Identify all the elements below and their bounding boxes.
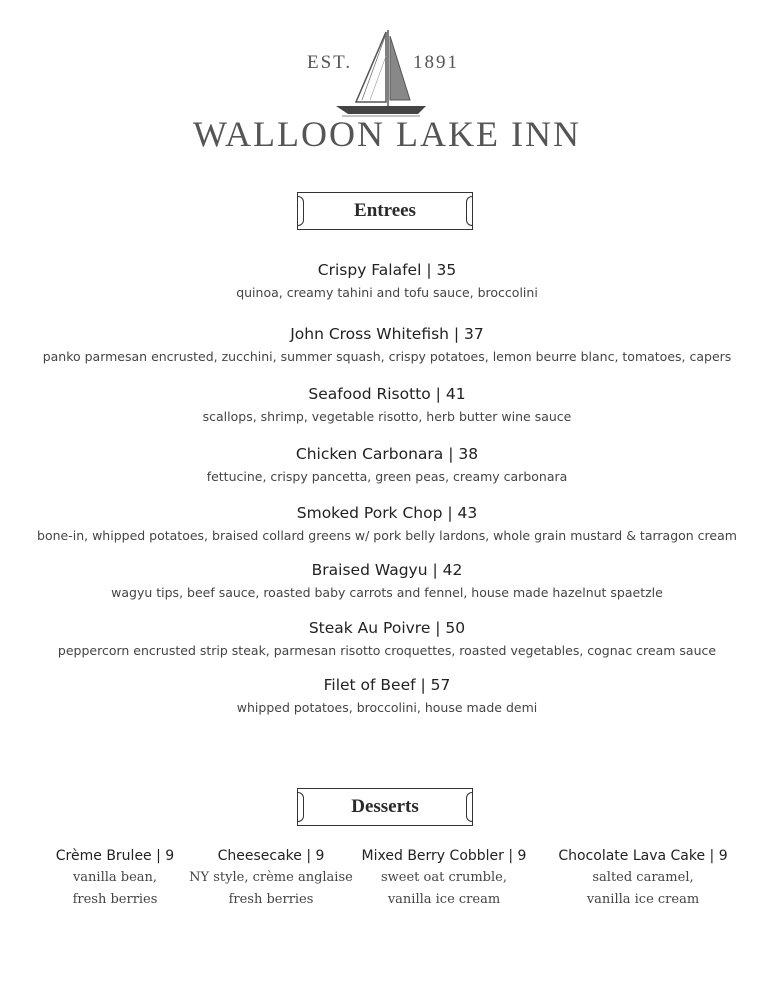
dessert-item [354,845,534,911]
entree-description: wagyu tips, beef sauce, roasted baby carrots and fennel, house made hazelnut spaetzle [111,585,663,600]
desserts-heading: Desserts [297,788,473,826]
entree-item [0,321,774,367]
entree-item [0,381,774,427]
entree-item [0,500,774,546]
entrees-heading: Entrees [297,192,473,230]
entree-item [0,615,774,661]
entree-description: scallops, shrimp, vegetable risotto, herb butter wine sauce [202,409,572,424]
entree-title: Smoked Pork Chop | 43 [296,504,478,522]
entree-description: panko parmesan encrusted, zucchini, summer squash, crispy potatoes, lemon beurre blanc, tomatoes, capers [42,349,732,364]
dessert-item [553,845,733,911]
dessert-item [181,845,361,911]
menu-header [0,0,774,160]
dessert-description-line: fresh berries [72,892,158,907]
dessert-description-line: sweet oat crumble, [381,870,507,885]
entree-item [0,672,774,718]
entree-title: Seafood Risotto | 41 [308,385,466,403]
dessert-description-line: vanilla ice cream [387,892,501,907]
sailboat-icon [326,26,436,122]
entree-title: Filet of Beef | 57 [323,676,451,694]
entree-item [0,257,774,303]
entree-title: Braised Wagyu | 42 [311,561,463,579]
dessert-item [25,845,205,911]
dessert-description-line: salted caramel, [592,870,694,885]
entree-description: fettucine, crispy pancetta, green peas, creamy carbonara [206,469,568,484]
entree-item [0,441,774,487]
entree-description: whipped potatoes, broccolini, house made demi [236,700,538,715]
entree-description: bone-in, whipped potatoes, braised collard greens w/ pork belly lardons, whole grain mustard & tarragon cream [37,528,737,543]
dessert-title: Crème Brulee | 9 [55,848,175,864]
dessert-description-line: NY style, crème anglaise [189,870,353,885]
dessert-description-line: vanilla bean, [72,870,158,885]
dessert-title: Chocolate Lava Cake | 9 [558,848,728,864]
entree-title: John Cross Whitefish | 37 [290,325,484,343]
dessert-title: Mixed Berry Cobbler | 9 [361,848,527,864]
entree-description: quinoa, creamy tahini and tofu sauce, broccolini [236,285,538,300]
dessert-title: Cheesecake | 9 [217,848,325,864]
founding-year-label: 1891 [413,52,459,73]
entree-title: Steak Au Poivre | 50 [308,619,466,637]
brand-title: WALLOON LAKE INN [193,114,581,154]
entree-title: Crispy Falafel | 35 [317,261,457,279]
entree-description: peppercorn encrusted strip steak, parmesan risotto croquettes, roasted vegetables, cognac cream sauce [57,643,717,658]
entree-title: Chicken Carbonara | 38 [295,445,479,463]
dessert-description-line: vanilla ice cream [586,892,700,907]
established-label: EST. [307,52,353,73]
entree-item [0,557,774,603]
dessert-description-line: fresh berries [228,892,314,907]
